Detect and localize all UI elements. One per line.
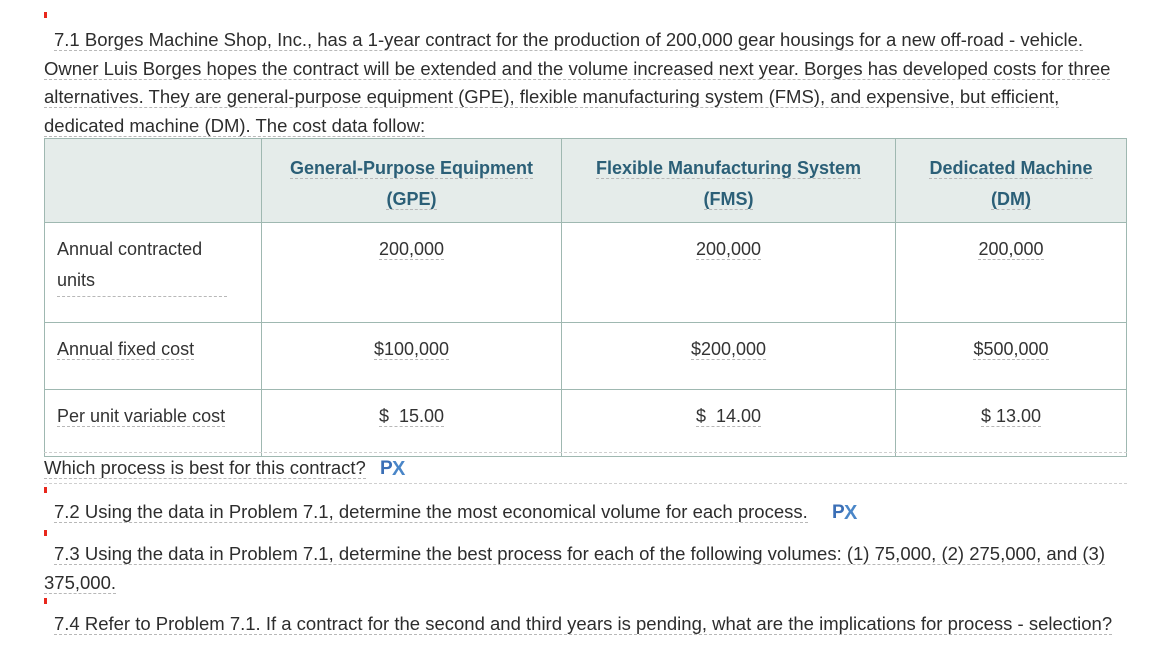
svg-text:X: X (391, 458, 406, 477)
cell-value: 200,000 (978, 239, 1044, 259)
row-label-text: Annual fixed cost (57, 339, 195, 359)
header-fms-line1: Flexible Manufacturing System (595, 158, 862, 178)
row-label (45, 390, 262, 457)
problem-marker (44, 12, 47, 18)
cell-value: $ 13.00 (980, 406, 1042, 426)
problem-7-1-body: 7.1 Borges Machine Shop, Inc., has a 1-year contract for the production of 200,000 gear housings for a new off-road - vehicle. Owner Luis Borges hopes the contract will be extended and the volume increased next year. Borges has developed costs for three alternatives. They are general-purpose equipment (GPE), flexible manufacturing system (FMS), and expensive, but efficient, dedicated machine (DM). The cost data follow: (44, 29, 1111, 136)
problem-marker (44, 530, 47, 536)
cell-gpe (262, 390, 562, 457)
cell-value: 200,000 (695, 239, 762, 259)
svg-text:X: X (843, 502, 858, 521)
cell-value: 200,000 (378, 239, 445, 259)
row-label-text: Per unit variable cost (57, 406, 226, 426)
header-empty-cell (45, 139, 262, 223)
cell-fms (562, 223, 896, 323)
divider (44, 452, 1127, 453)
cell-dm (896, 223, 1127, 323)
header-fms-line2: (FMS) (703, 189, 754, 209)
header-fms (562, 139, 896, 223)
cost-data-table (44, 138, 1127, 457)
cell-value: $200,000 (690, 339, 767, 359)
header-dm-line2: (DM) (991, 189, 1031, 209)
row-label (45, 323, 262, 390)
cell-fms (562, 390, 896, 457)
cell-dm (896, 323, 1127, 390)
cell-value: $ 15.00 (378, 406, 445, 426)
table-row (45, 323, 1127, 390)
table-row (45, 390, 1127, 457)
problem-marker (44, 598, 47, 604)
problem-marker (44, 487, 47, 493)
question-7-1 (44, 454, 1129, 483)
cell-value: $100,000 (373, 339, 450, 359)
row-label (45, 223, 262, 323)
cell-gpe (262, 323, 562, 390)
question-7-1-text: Which process is best for this contract? (44, 457, 366, 478)
table-header-row (45, 139, 1127, 223)
problem-7-4-text: 7.4 Refer to Problem 7.1. If a contract for the second and third years is pending, what are the implications for process - selection? (54, 613, 1113, 634)
cell-fms (562, 323, 896, 390)
problem-7-2 (44, 498, 1129, 527)
header-gpe-line1: General-Purpose Equipment (289, 158, 534, 178)
svg-text:P: P (379, 458, 393, 477)
problem-7-3-text: 7.3 Using the data in Problem 7.1, determine the best process for each of the following volumes: (1) 75,000, (2) 275,000, and (3) 375,000. (44, 543, 1105, 593)
cell-gpe (262, 223, 562, 323)
header-gpe-line2: (GPE) (386, 189, 437, 209)
px-icon[interactable] (822, 501, 858, 521)
row-label-text: Annual contracted units (57, 234, 227, 297)
header-gpe (262, 139, 562, 223)
header-dm-line1: Dedicated Machine (929, 158, 1093, 178)
problem-7-1-text (44, 26, 1129, 140)
cell-value: $500,000 (973, 339, 1049, 359)
problem-7-4 (44, 610, 1129, 639)
divider (44, 483, 1127, 484)
cell-dm (896, 390, 1127, 457)
header-dm (896, 139, 1127, 223)
problem-7-3 (44, 540, 1129, 597)
table-row (45, 223, 1127, 323)
cell-value: $ 14.00 (695, 406, 762, 426)
problem-7-2-text: 7.2 Using the data in Problem 7.1, determine the most economical volume for each process. (54, 501, 808, 522)
svg-text:P: P (831, 502, 845, 521)
px-icon[interactable] (380, 457, 412, 477)
